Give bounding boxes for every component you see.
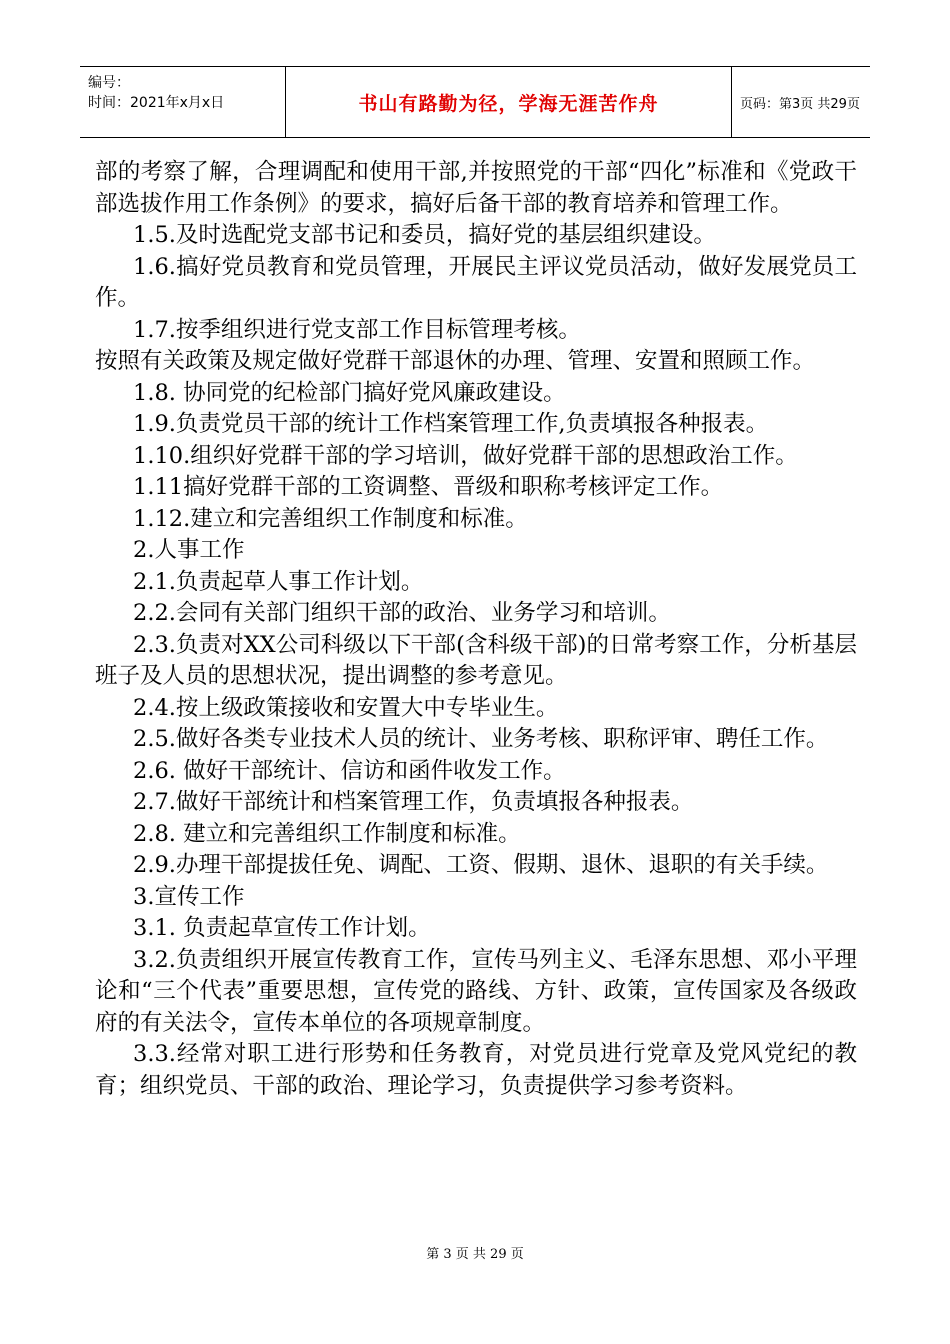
paragraph: 2.5.做好各类专业技术人员的统计、业务考核、职称评审、聘任工作。 [133, 726, 829, 752]
paragraph: 1.12.建立和完善组织工作制度和标准。 [133, 505, 528, 532]
paragraph: 3.3.经常对职工进行形势和任务教育，对党员进行党章及党风党纪的教育；组织党员、干部的政治、理论学习，负责提供学习参考资料。 [95, 1041, 857, 1099]
paragraph: 按照有关政策及规定做好党群干部退休的办理、管理、安置和照顾工作。 [95, 348, 816, 374]
paragraph: 1.6.搞好党员教育和党员管理，开展民主评议党员活动，做好发展党员工作。 [95, 253, 857, 311]
page-footer: 第 3 页 共 29 页 [426, 1247, 524, 1262]
paragraph: 2.1.负责起草人事工作计划。 [133, 568, 424, 595]
time-label: 时间：2021年x月x日 [88, 95, 225, 111]
paragraph: 3.2.负责组织开展宣传教育工作，宣传马列主义、毛泽东思想、邓小平理论和“三个代表”重要思想，宣传党的路线、方针、政策，宣传国家及各级政府的有关法令，宣传本单位的各项规章制度。 [95, 946, 857, 1036]
paragraph: 1.5.及时选配党支部书记和委员，搞好党的基层组织建设。 [133, 222, 716, 248]
paragraph: 1.7.按季组织进行党支部工作目标管理考核。 [133, 316, 581, 343]
code-label: 编号： [88, 75, 130, 91]
paragraph: 3.1. 负责起草宣传工作计划。 [133, 915, 431, 941]
header-motto: 书山有路勤为径，学海无涯苦作舟 [285, 67, 732, 137]
paragraph: 1.9.负责党员干部的统计工作档案管理工作,负责填报各种报表。 [133, 411, 769, 437]
header-meta [80, 67, 285, 137]
paragraph: 3.宣传工作 [133, 883, 245, 910]
paragraph: 2.2.会同有关部门组织干部的政治、业务学习和培训。 [133, 600, 671, 626]
paragraph: 2.8. 建立和完善组织工作制度和标准。 [133, 820, 521, 847]
paragraph: 1.8. 协同党的纪检部门搞好党风廉政建设。 [133, 379, 566, 406]
paragraph: 2.4.按上级政策接收和安置大中专毕业生。 [133, 694, 559, 721]
page-header [80, 66, 870, 138]
header-page-info: 页码：第3页 共29页 [740, 96, 860, 112]
paragraph: 2.7.做好干部统计和档案管理工作，负责填报各种报表。 [133, 789, 694, 815]
paragraph: 2.3.负责对XX公司科级以下干部(含科级干部)的日常考察工作，分析基层班子及人员的思想状况，提出调整的参考意见。 [95, 631, 857, 689]
paragraph: 2.人事工作 [133, 537, 245, 563]
document-body [95, 157, 857, 1102]
paragraph: 1.11搞好党群干部的工资调整、晋级和职称考核评定工作。 [133, 474, 724, 500]
paragraph: 2.9.办理干部提拔任免、调配、工资、假期、退休、退职的有关手续。 [133, 852, 829, 878]
paragraph: 2.6. 做好干部统计、信访和函件收发工作。 [133, 757, 566, 784]
paragraph: 部的考察了解，合理调配和使用干部,并按照党的干部“四化”标准和《党政干部选拔作用工作条例》的要求，搞好后备干部的教育培养和管理工作。 [95, 159, 857, 217]
paragraph: 1.10.组织好党群干部的学习培训，做好党群干部的思想政治工作。 [133, 442, 798, 469]
